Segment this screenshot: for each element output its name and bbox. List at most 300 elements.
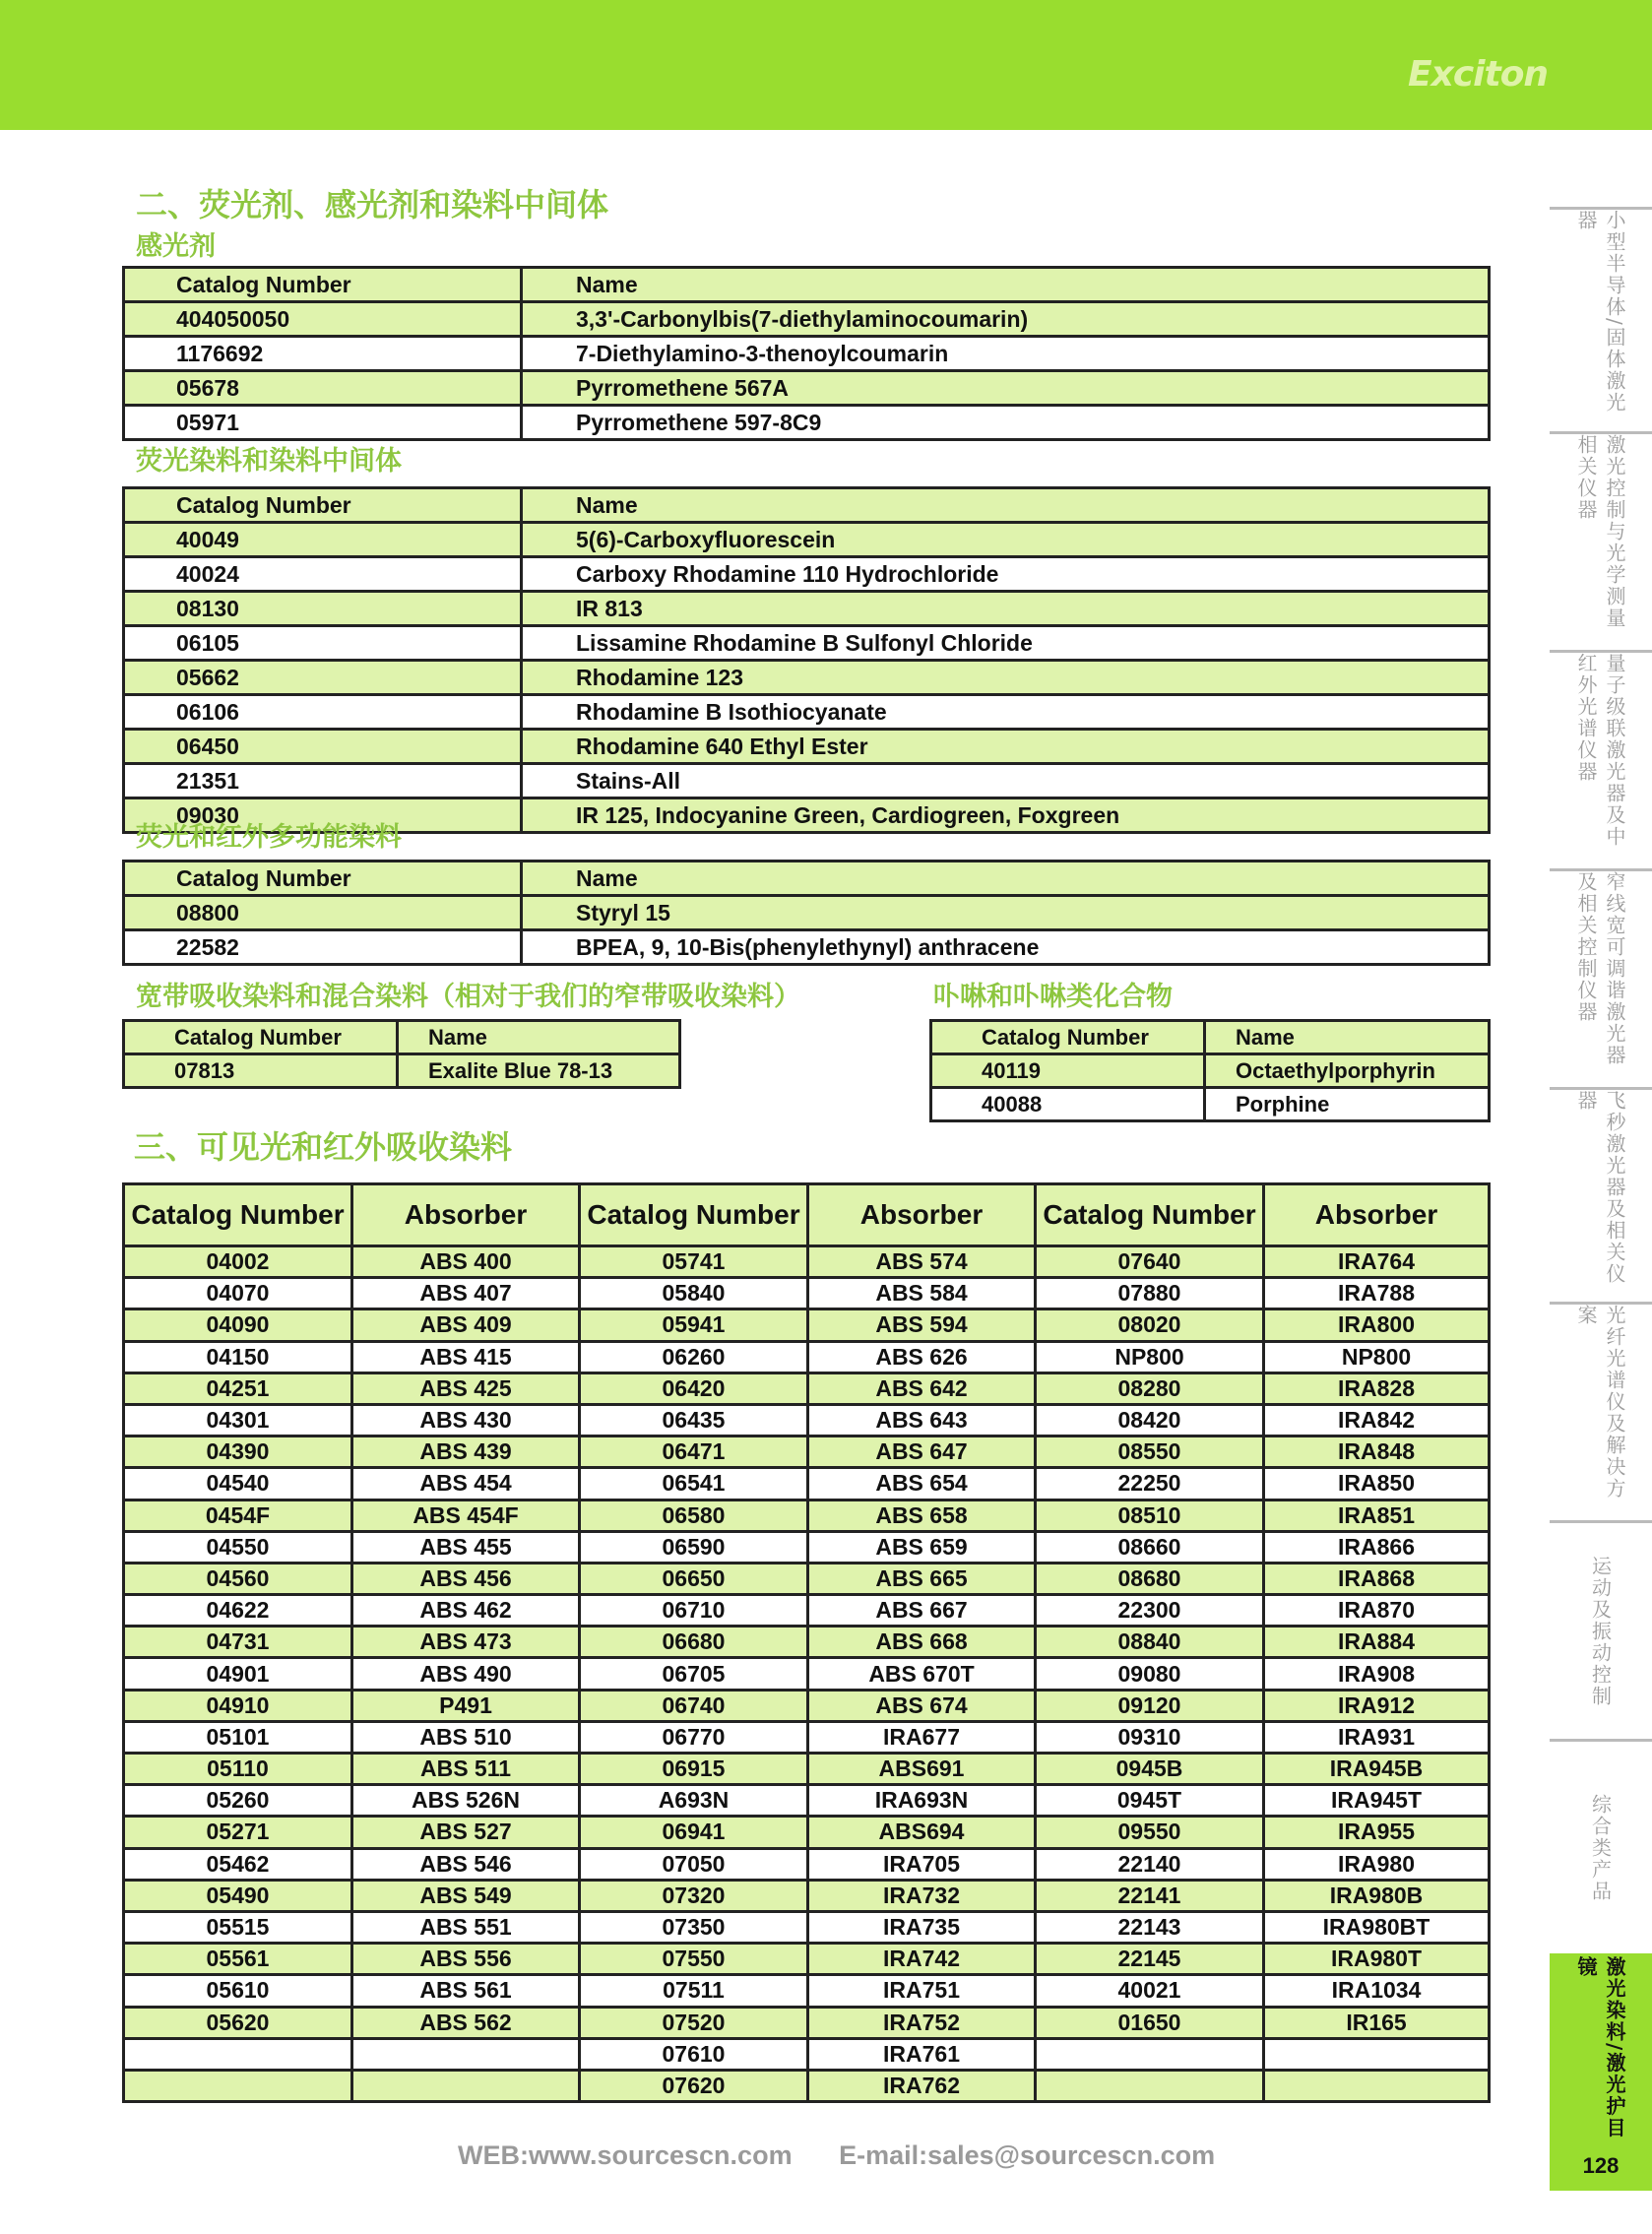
side-tab-label: 量子级联激光器及中红外光谱仪器 (1574, 653, 1626, 848)
absorber-cell (352, 2038, 580, 2070)
catalog-number-cell (124, 2070, 352, 2101)
catalog-number-cell: 05741 (580, 1246, 808, 1278)
side-tab-label: 小型半导体/固体激光器 (1574, 210, 1626, 414)
name-cell: Rhodamine 123 (522, 661, 1490, 695)
absorber-cell: ABS 626 (808, 1341, 1036, 1372)
catalog-number-cell: 06590 (580, 1531, 808, 1563)
absorber-cell: IRA945B (1264, 1754, 1490, 1785)
absorber-cell: IRA850 (1264, 1468, 1490, 1500)
table-row (124, 557, 1490, 592)
catalog-number-cell: 22143 (1036, 1911, 1264, 1943)
catalog-number-cell: 04070 (124, 1278, 352, 1309)
table-row (124, 626, 1490, 661)
fluorescent-dyes-table (122, 486, 1491, 834)
photosensitizers-table (122, 266, 1491, 441)
absorber-header: Absorber (808, 1184, 1036, 1246)
absorber-cell: ABS 670T (808, 1658, 1036, 1690)
absorber-cell: ABS 668 (808, 1627, 1036, 1658)
catalog-number-cell: 06740 (580, 1690, 808, 1721)
absorber-cell: ABS 556 (352, 1944, 580, 1975)
name-header: Name (1205, 1021, 1490, 1054)
absorber-table-header (124, 1184, 1490, 1246)
catalog-number-cell: 06705 (580, 1658, 808, 1690)
absorber-cell: ABS 407 (352, 1278, 580, 1309)
catalog-number-cell: 06541 (580, 1468, 808, 1500)
absorber-cell: IRA705 (808, 1848, 1036, 1880)
absorber-cell: IRA735 (808, 1911, 1036, 1943)
name-cell: Carboxy Rhodamine 110 Hydrochloride (522, 557, 1490, 592)
catalog-number-cell: 06941 (580, 1817, 808, 1848)
absorber-cell: IRA828 (1264, 1372, 1490, 1404)
catalog-number-cell: 04002 (124, 1246, 352, 1278)
catalog-number-cell: 08280 (1036, 1372, 1264, 1404)
table-header-row (124, 488, 1490, 523)
catalog-number-cell: 05462 (124, 1848, 352, 1880)
name-cell: Pyrromethene 597-8C9 (522, 406, 1490, 440)
absorber-cell: ABS 526N (352, 1785, 580, 1817)
catalog-number-cell: 08550 (1036, 1436, 1264, 1468)
catalog-number-cell (124, 2038, 352, 2070)
table-row (124, 1341, 1490, 1372)
absorber-cell: ABS 584 (808, 1278, 1036, 1309)
table-row (124, 1658, 1490, 1690)
absorber-cell: IRA866 (1264, 1531, 1490, 1563)
table-row (124, 1246, 1490, 1278)
table-row (124, 1436, 1490, 1468)
absorber-cell: ABS 490 (352, 1658, 580, 1690)
table-row (124, 1880, 1490, 1911)
catalog-number-cell: 06435 (580, 1404, 808, 1436)
table-row (124, 1054, 680, 1088)
catalog-number-header: Catalog Number (124, 862, 522, 896)
absorber-cell: ABS 658 (808, 1500, 1036, 1531)
catalog-number-cell: 07520 (580, 2007, 808, 2038)
name-cell: 5(6)-Carboxyfluorescein (522, 523, 1490, 557)
catalog-number-cell: 07880 (1036, 1278, 1264, 1309)
name-cell: 7-Diethylamino-3-thenoylcoumarin (522, 337, 1490, 371)
side-tab[interactable] (1550, 1739, 1652, 1953)
absorber-cell: ABS 551 (352, 1911, 580, 1943)
catalog-number-cell: 40049 (124, 523, 522, 557)
multifunctional-dyes-title: 荧光和红外多功能染料 (136, 822, 402, 853)
catalog-number-cell: 06105 (124, 626, 522, 661)
catalog-number-header: Catalog Number (124, 268, 522, 302)
catalog-number-cell: 06710 (580, 1595, 808, 1627)
table-row (124, 1468, 1490, 1500)
absorber-cell: ABS 647 (808, 1436, 1036, 1468)
catalog-number-cell: 05101 (124, 1721, 352, 1753)
catalog-number-cell: 06580 (580, 1500, 808, 1531)
table-row (124, 2007, 1490, 2038)
name-cell: Styryl 15 (522, 896, 1490, 930)
table-row (124, 371, 1490, 406)
absorber-cell: ABS 665 (808, 1563, 1036, 1594)
catalog-number-cell: 07320 (580, 1880, 808, 1911)
catalog-number-cell: 40088 (931, 1088, 1205, 1121)
absorber-cell: P491 (352, 1690, 580, 1721)
catalog-number-cell: 05490 (124, 1880, 352, 1911)
side-tab-label: 光纤光谱仪及解决方案 (1574, 1305, 1626, 1500)
catalog-number-cell: NP800 (1036, 1341, 1264, 1372)
absorber-cell: IRA693N (808, 1785, 1036, 1817)
catalog-number-cell: 40024 (124, 557, 522, 592)
table-header-row (124, 268, 1490, 302)
catalog-number-cell: 04390 (124, 1436, 352, 1468)
absorber-cell: IRA884 (1264, 1627, 1490, 1658)
catalog-number-header: Catalog Number (124, 488, 522, 523)
absorber-cell: ABS 454F (352, 1500, 580, 1531)
table-row (124, 1944, 1490, 1975)
table-row (124, 1721, 1490, 1753)
catalog-number-cell: 22140 (1036, 1848, 1264, 1880)
table-row (124, 1309, 1490, 1341)
absorber-cell: IRA761 (808, 2038, 1036, 2070)
catalog-number-cell: 04901 (124, 1658, 352, 1690)
catalog-number-cell: 07511 (580, 1975, 808, 2007)
table-row (124, 1911, 1490, 1943)
absorber-cell: ABS691 (808, 1754, 1036, 1785)
catalog-number-cell: 01650 (1036, 2007, 1264, 2038)
table-row (124, 592, 1490, 626)
absorber-cell: IRA677 (808, 1721, 1036, 1753)
catalog-number-cell: 22250 (1036, 1468, 1264, 1500)
table-row (124, 1372, 1490, 1404)
side-tab[interactable] (1550, 1302, 1652, 1520)
name-cell: Pyrromethene 567A (522, 371, 1490, 406)
porphyrins-title: 卟啉和卟啉类化合物 (933, 982, 1173, 1012)
catalog-number-cell: 22141 (1036, 1880, 1264, 1911)
table-header-row (124, 862, 1490, 896)
catalog-number-header: Catalog Number (124, 1021, 398, 1054)
catalog-number-cell: 06770 (580, 1721, 808, 1753)
absorber-dyes-table (122, 1182, 1491, 2103)
absorber-cell: ABS 415 (352, 1341, 580, 1372)
catalog-number-cell: 04251 (124, 1372, 352, 1404)
table-row (124, 1563, 1490, 1594)
catalog-number-cell: 07050 (580, 1848, 808, 1880)
absorber-cell: IRA980T (1264, 1944, 1490, 1975)
catalog-number-cell: 07350 (580, 1911, 808, 1943)
absorber-cell: ABS 473 (352, 1627, 580, 1658)
name-cell: Rhodamine 640 Ethyl Ester (522, 730, 1490, 764)
absorber-cell (352, 2070, 580, 2101)
table-row (124, 1754, 1490, 1785)
catalog-number-cell: 04090 (124, 1309, 352, 1341)
footer (458, 2140, 1215, 2171)
side-nav (1550, 207, 1652, 2150)
absorber-cell: IRA955 (1264, 1817, 1490, 1848)
catalog-number-cell: 05971 (124, 406, 522, 440)
catalog-number-cell (1036, 2070, 1264, 2101)
absorber-cell: ABS 454 (352, 1468, 580, 1500)
table-row (124, 523, 1490, 557)
side-tab[interactable] (1550, 1953, 1652, 2150)
absorber-cell: ABS 527 (352, 1817, 580, 1848)
footer-email[interactable]: E-mail:sales@sourcescn.com (839, 2140, 1216, 2170)
catalog-number-cell: 06471 (580, 1436, 808, 1468)
absorber-cell: IRA980B (1264, 1880, 1490, 1911)
absorber-cell: IRA848 (1264, 1436, 1490, 1468)
footer-web[interactable]: WEB:www.sourcescn.com (458, 2140, 793, 2170)
side-tab[interactable] (1550, 1520, 1652, 1739)
catalog-number-cell: 40021 (1036, 1975, 1264, 2007)
absorber-cell: ABS 659 (808, 1531, 1036, 1563)
catalog-number-cell: 05840 (580, 1278, 808, 1309)
absorber-cell: IRA851 (1264, 1500, 1490, 1531)
absorber-cell: ABS 510 (352, 1721, 580, 1753)
side-tab-label: 激光控制与光学测量相关仪器 (1574, 434, 1626, 629)
catalog-number-cell: 0945T (1036, 1785, 1264, 1817)
catalog-header: Catalog Number (124, 1184, 352, 1246)
table-row (124, 1785, 1490, 1817)
absorber-cell: IR165 (1264, 2007, 1490, 2038)
absorber-header: Absorber (352, 1184, 580, 1246)
catalog-number-cell: 1176692 (124, 337, 522, 371)
catalog-number-cell: 05271 (124, 1817, 352, 1848)
catalog-number-cell: 22582 (124, 930, 522, 965)
catalog-number-cell: 07640 (1036, 1246, 1264, 1278)
absorber-cell: IRA788 (1264, 1278, 1490, 1309)
catalog-number-cell: 08420 (1036, 1404, 1264, 1436)
table-row (124, 1690, 1490, 1721)
catalog-number-cell (1036, 2038, 1264, 2070)
catalog-number-cell: 08660 (1036, 1531, 1264, 1563)
catalog-number-cell: 05620 (124, 2007, 352, 2038)
table-row (124, 1531, 1490, 1563)
table-row (124, 764, 1490, 798)
table-row (931, 1054, 1490, 1088)
catalog-number-cell: 05610 (124, 1975, 352, 2007)
absorber-cell: IRA752 (808, 2007, 1036, 2038)
table-row (931, 1088, 1490, 1121)
catalog-number-cell: 04301 (124, 1404, 352, 1436)
absorber-cell: ABS 654 (808, 1468, 1036, 1500)
catalog-number-cell: 08020 (1036, 1309, 1264, 1341)
absorber-cell: ABS 643 (808, 1404, 1036, 1436)
catalog-number-cell: 08800 (124, 896, 522, 930)
table-row (124, 1817, 1490, 1848)
catalog-number-cell: 06915 (580, 1754, 808, 1785)
name-cell: BPEA, 9, 10-Bis(phenylethynyl) anthracene (522, 930, 1490, 965)
fluorescent-dyes-title: 荧光染料和染料中间体 (136, 446, 402, 477)
name-cell: IR 813 (522, 592, 1490, 626)
catalog-number-cell: 08840 (1036, 1627, 1264, 1658)
table-row (124, 896, 1490, 930)
absorber-cell: IRA764 (1264, 1246, 1490, 1278)
catalog-number-cell: 09550 (1036, 1817, 1264, 1848)
catalog-number-cell: 07550 (580, 1944, 808, 1975)
catalog-number-cell: 40119 (931, 1054, 1205, 1088)
catalog-number-cell: 404050050 (124, 302, 522, 337)
absorber-cell (1264, 2070, 1490, 2101)
absorber-cell: ABS 462 (352, 1595, 580, 1627)
catalog-number-cell: 22145 (1036, 1944, 1264, 1975)
catalog-number-cell: 09030 (124, 798, 522, 833)
catalog-number-cell: 08130 (124, 592, 522, 626)
side-tab-label: 综合类产品 (1588, 1793, 1613, 1902)
catalog-number-cell: 05941 (580, 1309, 808, 1341)
catalog-number-cell: 09080 (1036, 1658, 1264, 1690)
name-cell: Lissamine Rhodamine B Sulfonyl Chloride (522, 626, 1490, 661)
table-row (124, 661, 1490, 695)
absorber-cell: IRA842 (1264, 1404, 1490, 1436)
catalog-number-cell: 04622 (124, 1595, 352, 1627)
name-cell: Exalite Blue 78-13 (398, 1054, 680, 1088)
absorber-cell: IRA912 (1264, 1690, 1490, 1721)
absorber-cell: ABS694 (808, 1817, 1036, 1848)
absorber-cell: ABS 456 (352, 1563, 580, 1594)
catalog-number-cell: 06420 (580, 1372, 808, 1404)
broadband-dyes-title: 宽带吸收染料和混合染料（相对于我们的窄带吸收染料） (136, 982, 800, 1012)
absorber-cell: IRA870 (1264, 1595, 1490, 1627)
catalog-number-cell: 21351 (124, 764, 522, 798)
side-tab[interactable] (1550, 207, 1652, 431)
catalog-number-cell: 06450 (124, 730, 522, 764)
catalog-number-cell: 08680 (1036, 1563, 1264, 1594)
name-cell: IR 125, Indocyanine Green, Cardiogreen, Foxgreen (522, 798, 1490, 833)
name-header: Name (522, 268, 1490, 302)
broadband-dyes-table (122, 1019, 681, 1089)
catalog-number-cell: 0945B (1036, 1754, 1264, 1785)
side-tab[interactable] (1550, 868, 1652, 1087)
catalog-number-cell: 05561 (124, 1944, 352, 1975)
catalog-number-cell: 08510 (1036, 1500, 1264, 1531)
absorber-cell: ABS 642 (808, 1372, 1036, 1404)
catalog-number-cell: 05515 (124, 1911, 352, 1943)
absorber-cell: IRA751 (808, 1975, 1036, 2007)
catalog-number-cell: 04540 (124, 1468, 352, 1500)
absorber-cell: ABS 400 (352, 1246, 580, 1278)
absorber-cell: ABS 546 (352, 1848, 580, 1880)
absorber-cell: IRA931 (1264, 1721, 1490, 1753)
absorber-cell: ABS 594 (808, 1309, 1036, 1341)
table-row (124, 695, 1490, 730)
catalog-number-header: Catalog Number (931, 1021, 1205, 1054)
table-row (124, 1278, 1490, 1309)
exciton-logo: Exciton (1408, 54, 1549, 95)
absorber-cell: ABS 562 (352, 2007, 580, 2038)
catalog-number-cell: 09310 (1036, 1721, 1264, 1753)
absorber-cell: IRA908 (1264, 1658, 1490, 1690)
page-number: 128 (1550, 2141, 1652, 2191)
catalog-number-cell: 07620 (580, 2070, 808, 2101)
catalog-number-cell: 05260 (124, 1785, 352, 1817)
absorber-cell: ABS 511 (352, 1754, 580, 1785)
name-cell: 3,3'-Carbonylbis(7-diethylaminocoumarin) (522, 302, 1490, 337)
name-cell: Rhodamine B Isothiocyanate (522, 695, 1490, 730)
side-tab-label: 激光染料/激光护目镜 (1574, 1956, 1626, 2139)
catalog-number-cell: A693N (580, 1785, 808, 1817)
absorber-cell: IRA868 (1264, 1563, 1490, 1594)
side-tab[interactable] (1550, 650, 1652, 868)
side-tab-label: 运动及振动控制 (1588, 1555, 1613, 1707)
catalog-number-cell: 04731 (124, 1627, 352, 1658)
name-header: Name (522, 862, 1490, 896)
absorber-cell: NP800 (1264, 1341, 1490, 1372)
absorber-cell: ABS 549 (352, 1880, 580, 1911)
catalog-number-cell: 22300 (1036, 1595, 1264, 1627)
absorber-cell: ABS 439 (352, 1436, 580, 1468)
absorber-cell: ABS 455 (352, 1531, 580, 1563)
catalog-number-cell: 05110 (124, 1754, 352, 1785)
table-row (124, 730, 1490, 764)
side-tab-label: 飞秒激光器及相关仪器 (1574, 1090, 1626, 1285)
porphyrins-table (929, 1019, 1491, 1122)
table-row (124, 1975, 1490, 2007)
absorber-cell (1264, 2038, 1490, 2070)
catalog-number-cell: 07610 (580, 2038, 808, 2070)
absorber-cell: IRA732 (808, 1880, 1036, 1911)
absorber-cell: ABS 667 (808, 1595, 1036, 1627)
catalog-number-cell: 04550 (124, 1531, 352, 1563)
side-tab[interactable] (1550, 1087, 1652, 1302)
absorber-cell: ABS 430 (352, 1404, 580, 1436)
name-header: Name (398, 1021, 680, 1054)
table-header-row (124, 1021, 680, 1054)
table-row (124, 1500, 1490, 1531)
multifunctional-dyes-table (122, 860, 1491, 966)
catalog-number-cell: 04910 (124, 1690, 352, 1721)
catalog-number-cell: 06106 (124, 695, 522, 730)
absorber-cell: ABS 425 (352, 1372, 580, 1404)
catalog-number-cell: 04560 (124, 1563, 352, 1594)
side-tab[interactable] (1550, 431, 1652, 650)
section-3-title: 三、可见光和红外吸收染料 (134, 1128, 513, 1166)
absorber-cell: IRA762 (808, 2070, 1036, 2101)
name-cell: Porphine (1205, 1088, 1490, 1121)
absorber-cell: ABS 561 (352, 1975, 580, 2007)
section-2-title: 二、荧光剂、感光剂和染料中间体 (136, 186, 609, 223)
catalog-number-cell: 06650 (580, 1563, 808, 1594)
absorber-cell: ABS 409 (352, 1309, 580, 1341)
table-row (124, 1595, 1490, 1627)
catalog-header: Catalog Number (580, 1184, 808, 1246)
catalog-number-cell: 05678 (124, 371, 522, 406)
catalog-number-cell: 09120 (1036, 1690, 1264, 1721)
absorber-cell: ABS 574 (808, 1246, 1036, 1278)
catalog-number-cell: 06260 (580, 1341, 808, 1372)
absorber-cell: IRA945T (1264, 1785, 1490, 1817)
absorber-cell: IRA980BT (1264, 1911, 1490, 1943)
table-row (124, 406, 1490, 440)
table-row (124, 2038, 1490, 2070)
table-row (124, 930, 1490, 965)
absorber-cell: IRA980 (1264, 1848, 1490, 1880)
catalog-number-cell: 0454F (124, 1500, 352, 1531)
table-row (124, 1627, 1490, 1658)
table-row (124, 1848, 1490, 1880)
catalog-number-cell: 06680 (580, 1627, 808, 1658)
absorber-cell: IRA742 (808, 1944, 1036, 1975)
table-row (124, 302, 1490, 337)
name-cell: Octaethylporphyrin (1205, 1054, 1490, 1088)
catalog-number-cell: 07813 (124, 1054, 398, 1088)
table-row (124, 337, 1490, 371)
header-bar (0, 0, 1652, 130)
absorber-cell: IRA800 (1264, 1309, 1490, 1341)
table-header-row (931, 1021, 1490, 1054)
table-row (124, 1404, 1490, 1436)
absorber-cell: IRA1034 (1264, 1975, 1490, 2007)
photosensitizers-title: 感光剂 (136, 231, 216, 262)
absorber-header: Absorber (1264, 1184, 1490, 1246)
catalog-number-cell: 04150 (124, 1341, 352, 1372)
catalog-header: Catalog Number (1036, 1184, 1264, 1246)
side-tab-label: 窄线宽可调谐激光器及相关控制仪器 (1574, 871, 1626, 1066)
name-cell: Stains-All (522, 764, 1490, 798)
absorber-cell: ABS 674 (808, 1690, 1036, 1721)
table-row (124, 2070, 1490, 2101)
